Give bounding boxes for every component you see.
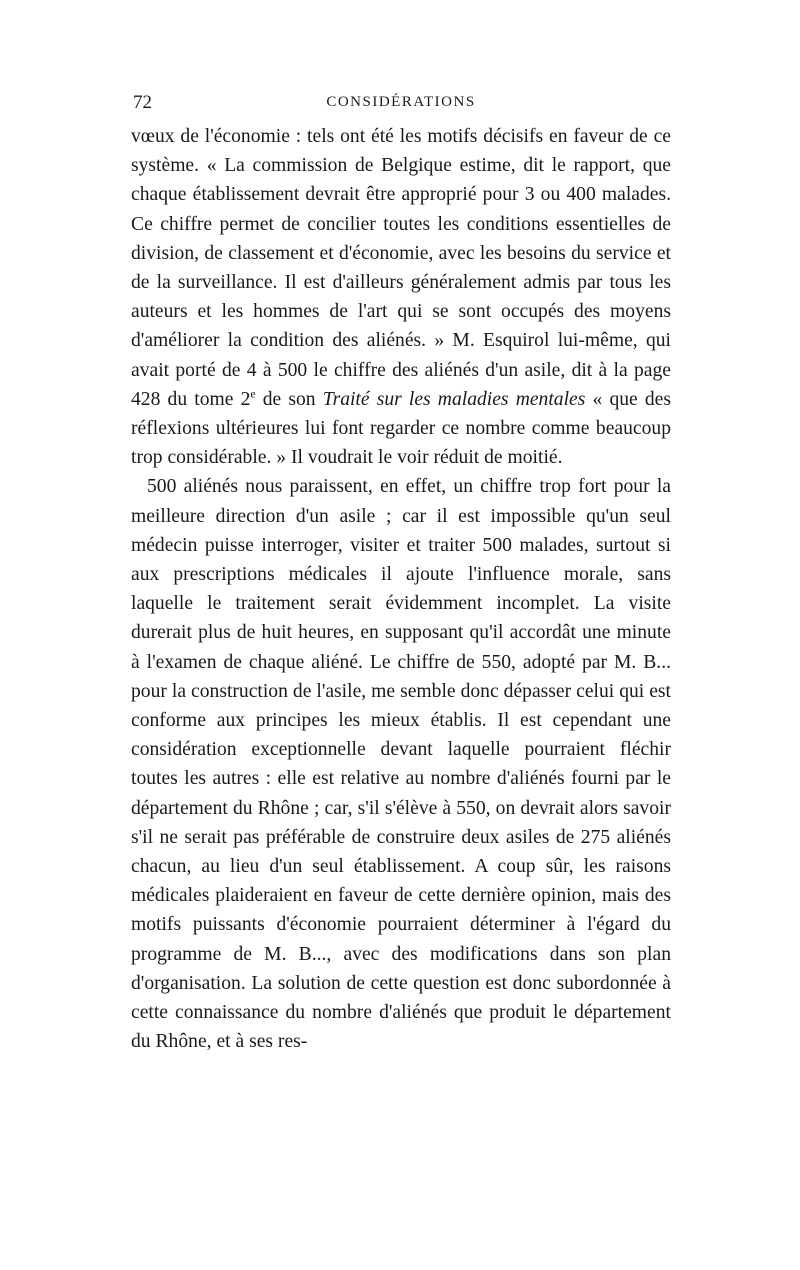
paragraph-1-text-2: de son	[255, 388, 323, 410]
superscript-e: e	[250, 387, 256, 401]
paragraph-1	[131, 122, 671, 472]
book-page	[131, 92, 671, 1057]
page-header	[131, 92, 671, 122]
paragraph-1-text-3: « que des réflexions ultérieures lui font regarder ce nombre comme beaucoup trop considérable. » Il voudrait le voir réduit de moitié.	[131, 388, 671, 469]
body-text	[131, 122, 671, 1057]
paragraph-2: 500 aliénés nous paraissent, en effet, un chiffre trop fort pour la meilleure direction d'un asile ; car il est impossible qu'un seul médecin puisse interroger, visiter et traiter 500 malades, surtout si aux prescriptions médicales il ajoute l'influence morale, sans laquelle le traitement serait évidemment incomplet. La visite durerait plus de huit heures, en supposant qu'il accordât une minute à l'examen de chaque aliéné. Le chiffre de 550, adopté par M. B... pour la construction de l'asile, me semble donc dépasser celui qui est conforme aux principes les mieux établis. Il est cependant une considération exceptionnelle devant laquelle pourraient fléchir toutes les autres : elle est relative au nombre d'aliénés fourni par le département du Rhône ; car, s'il s'élève à 550, on devrait alors savoir s'il ne serait pas préférable de construire deux asiles de 275 aliénés chacun, au lieu d'un seul établissement. A coup sûr, les raisons médicales plaideraient en faveur de cette dernière opinion, mais des motifs puissants d'économie pourraient déterminer à l'égard du programme de M. B..., avec des modifications dans son plan d'organisation. La solution de cette question est donc subordonnée à cette connaissance du nombre d'aliénés que produit le département du Rhône, et à ses res-	[131, 476, 671, 1053]
book-title-italic: Traité sur les maladies mentales	[322, 388, 586, 410]
page-number: 72	[133, 92, 152, 113]
paragraph-1-text: vœux de l'économie : tels ont été les motifs décisifs en faveur de ce système. « La commission de Belgique estime, dit le rapport, que chaque établissement devrait être approprié pour 3 ou 400 malades. Ce chiffre permet de concilier toutes les conditions essentielles de division, de classement et d'économie, avec les besoins du service et de la surveillance. Il est d'ailleurs généralement admis par tous les auteurs et les hommes de l'art qui se sont occupés des moyens d'améliorer la condition des aliénés. » M. Esquirol lui-même, qui avait porté de 4 à 500 le chiffre des aliénés d'un asile, dit à la page 428 du tome 2	[131, 126, 671, 410]
running-title: CONSIDÉRATIONS	[326, 94, 476, 110]
